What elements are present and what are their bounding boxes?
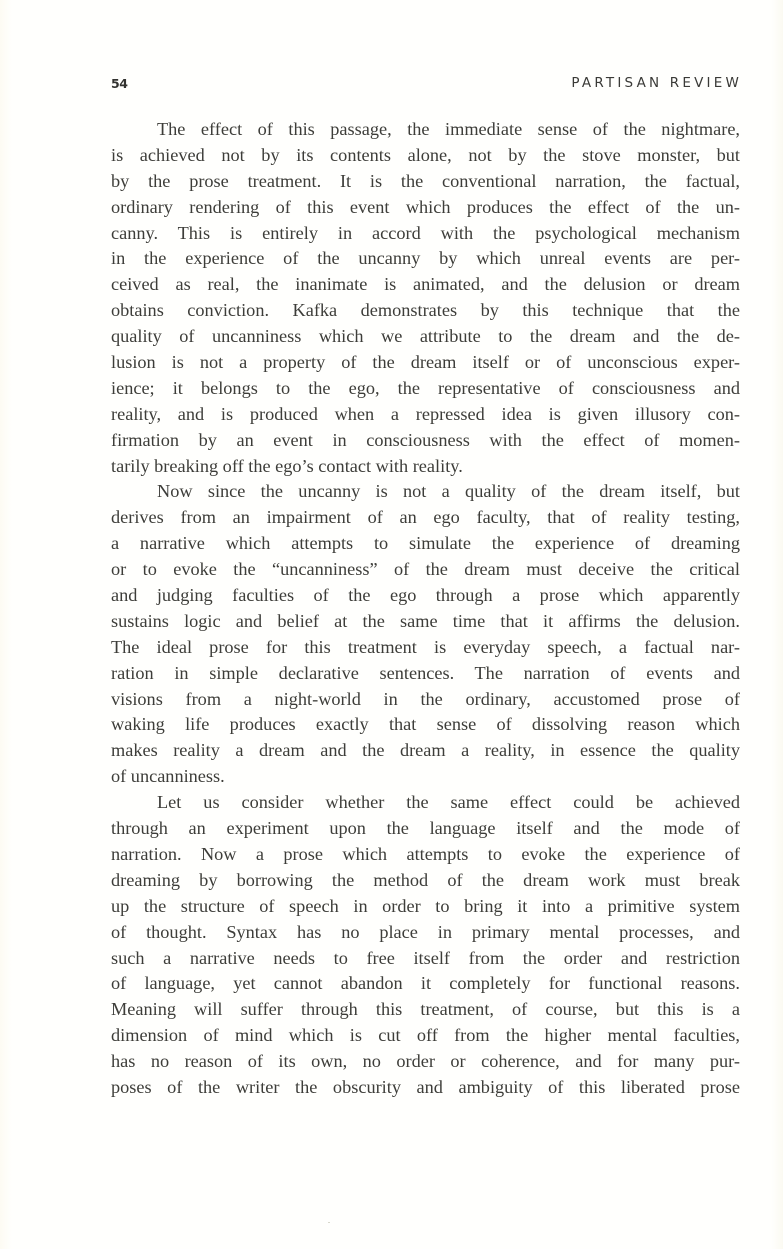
text-line: visions from a night-world in the ordinary, accustomed prose of xyxy=(111,688,740,709)
paragraph-2 xyxy=(111,479,740,790)
text-line: has no reason of its own, no order or coherence, and for many pur- xyxy=(111,1051,740,1072)
text-line: of uncanniness. xyxy=(111,766,225,787)
text-line: sustains logic and belief at the same time that it affirms the delusion. xyxy=(111,610,740,631)
text-line: obtains conviction. Kafka demonstrates by this technique that the xyxy=(111,300,740,321)
text-line: canny. This is entirely in accord with the psychological mechanism xyxy=(111,222,740,243)
text-line: Now since the uncanny is not a quality of the dream itself, but xyxy=(157,481,740,502)
text-line: ration in simple declarative sentences. The narration of events and xyxy=(111,662,740,683)
journal-title: PARTISAN REVIEW xyxy=(571,75,742,91)
text-line: through an experiment upon the language itself and the mode of xyxy=(111,818,740,839)
text-line: derives from an impairment of an ego faculty, that of reality testing, xyxy=(111,507,740,528)
text-line: of language, yet cannot abandon it completely for functional reasons. xyxy=(111,973,740,994)
text-line: ordinary rendering of this event which produces the effect of the un- xyxy=(111,196,740,217)
paragraph-3 xyxy=(111,790,740,1101)
text-line: a narrative which attempts to simulate the experience of dreaming xyxy=(111,533,740,554)
text-line: in the experience of the uncanny by which unreal events are per- xyxy=(111,248,740,269)
text-line: is achieved not by its contents alone, not by the stove monster, but xyxy=(111,144,740,165)
body-text xyxy=(111,117,740,1101)
text-line: ceived as real, the inanimate is animated, and the delusion or dream xyxy=(111,274,740,295)
text-line: narration. Now a prose which attempts to evoke the experience of xyxy=(111,843,740,864)
running-head xyxy=(111,74,742,96)
text-line: reality, and is produced when a repressed idea is given illusory con- xyxy=(111,403,740,424)
text-line: dimension of mind which is cut off from the higher mental faculties, xyxy=(111,1025,740,1046)
text-line: lusion is not a property of the dream itself or of unconscious exper- xyxy=(111,352,740,373)
text-line: such a narrative needs to free itself from the order and restriction xyxy=(111,947,740,968)
text-line: The ideal prose for this treatment is everyday speech, a factual nar- xyxy=(111,636,740,657)
text-line: Let us consider whether the same effect could be achieved xyxy=(157,792,740,813)
text-line: and judging faculties of the ego through a prose which apparently xyxy=(111,585,740,606)
text-line: or to evoke the “uncanniness” of the dream must deceive the critical xyxy=(111,559,740,580)
text-line: The effect of this passage, the immediate sense of the nightmare, xyxy=(157,119,740,139)
text-line: makes reality a dream and the dream a reality, in essence the quality xyxy=(111,740,740,761)
text-line: of thought. Syntax has no place in primary mental processes, and xyxy=(111,921,740,942)
text-line: poses of the writer the obscurity and ambiguity of this liberated prose xyxy=(111,1076,740,1097)
text-line: up the structure of speech in order to bring it into a primitive system xyxy=(111,895,740,916)
text-line: dreaming by borrowing the method of the dream work must break xyxy=(111,869,740,890)
text-line: Meaning will suffer through this treatment, of course, but this is a xyxy=(111,999,740,1020)
paragraph-1 xyxy=(111,117,740,479)
text-line: ience; it belongs to the ego, the representative of consciousness and xyxy=(111,377,740,398)
text-line: firmation by an event in consciousness with the effect of momen- xyxy=(111,429,740,450)
page-number: 54 xyxy=(111,76,128,91)
paper-speck xyxy=(328,1222,330,1223)
text-line: by the prose treatment. It is the conventional narration, the factual, xyxy=(111,170,740,191)
text-line: tarily breaking off the ego’s contact with reality. xyxy=(111,455,463,476)
text-line: quality of uncanniness which we attribute to the dream and the de- xyxy=(111,326,740,347)
text-line: waking life produces exactly that sense of dissolving reason which xyxy=(111,714,740,735)
